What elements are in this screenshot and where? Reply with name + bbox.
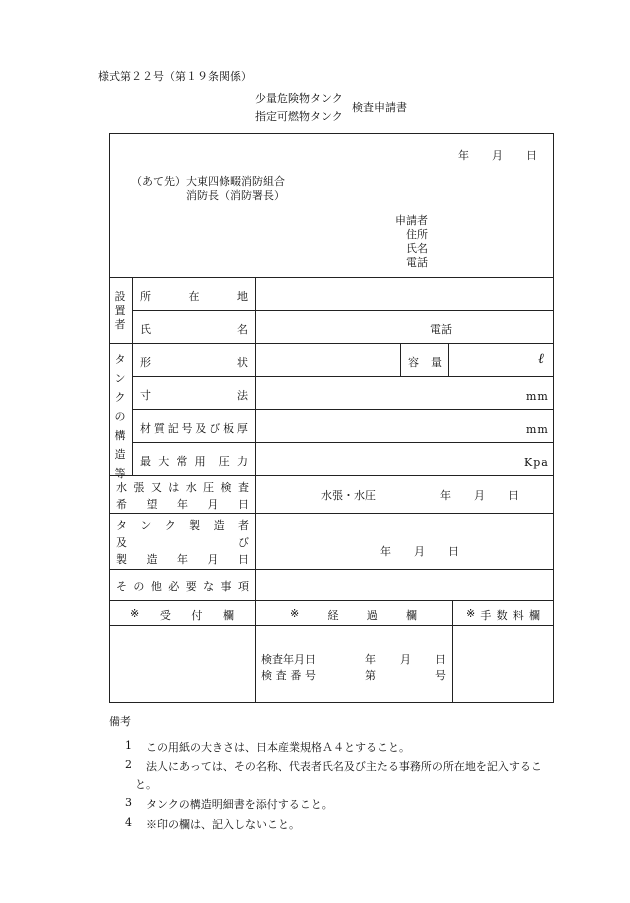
row-divider xyxy=(132,376,554,377)
test-request-label-line-2: 希 望 年 月 日 xyxy=(116,498,249,511)
manufacture-year-label: 年 xyxy=(380,545,391,558)
fee-header: ※ 手 数 料 欄 xyxy=(466,607,540,622)
manufacturer-label-line-2: 及 び xyxy=(116,536,249,549)
tank-material-label: 材 質 記 号 及 び 板 厚 xyxy=(140,422,248,435)
note-1-text: この用紙の大きさは、日本産業規格Ａ４とすること。 xyxy=(146,741,410,754)
title-line-1: 少量危険物タンク xyxy=(255,92,343,105)
row-divider xyxy=(132,409,554,410)
row-divider xyxy=(109,513,554,514)
form-number: 様式第２２号（第１９条関係） xyxy=(98,70,252,83)
inspection-number-prefix: 第 xyxy=(365,669,376,682)
tank-pressure-label: 最 大 常 用 圧 力 xyxy=(140,455,248,468)
installer-location-label: 所 在 地 xyxy=(140,290,248,303)
notes-heading: 備考 xyxy=(109,715,131,728)
installer-group-label: 設置者 xyxy=(114,290,126,331)
inspection-day-label: 日 xyxy=(435,653,446,666)
installer-phone-label: 電話 xyxy=(430,323,452,336)
tank-capacity-label: 容 量 xyxy=(408,356,442,369)
inspection-number-label: 検 査 番 号 xyxy=(261,669,316,682)
note-4-text: ※印の欄は、記入しないこと。 xyxy=(146,818,300,831)
test-type-value: 水張・水圧 xyxy=(321,489,376,502)
row-divider xyxy=(109,277,554,278)
date-day-label: 日 xyxy=(526,149,537,162)
reception-header: ※ 受 付 欄 xyxy=(130,607,234,622)
progress-header: ※ 経 過 欄 xyxy=(290,607,417,622)
tank-shape-label: 形 状 xyxy=(140,356,248,369)
tank-dimension-label: 寸 法 xyxy=(140,389,248,402)
inspection-month-label: 月 xyxy=(400,653,411,666)
applicant-address-label: 住所 xyxy=(406,228,428,241)
note-1-number: 1 xyxy=(125,739,132,752)
manufacture-day-label: 日 xyxy=(448,545,459,558)
manufacture-month-label: 月 xyxy=(414,545,425,558)
column-divider xyxy=(132,277,133,475)
column-divider xyxy=(255,600,256,703)
inspection-number-suffix: 号 xyxy=(435,669,446,682)
row-divider xyxy=(109,600,554,601)
note-3-number: 3 xyxy=(125,796,132,809)
row-divider xyxy=(132,310,554,311)
test-request-label-line-1: 水 張 又 は 水 圧 検 査 xyxy=(116,481,249,494)
row-divider xyxy=(109,475,554,476)
note-4-number: 4 xyxy=(125,816,132,829)
addressee-prefix: （あて先） xyxy=(131,175,186,188)
installer-name-label: 氏 名 xyxy=(140,323,248,336)
other-matters-label: そ の 他 必 要 な 事 項 xyxy=(116,580,249,593)
applicant-name-label: 氏名 xyxy=(406,242,428,255)
capacity-unit: ℓ xyxy=(538,351,544,367)
material-unit: mm xyxy=(526,423,549,436)
column-divider xyxy=(255,277,256,600)
row-divider xyxy=(109,343,554,344)
date-month-label: 月 xyxy=(492,149,503,162)
note-2-text-continued: と。 xyxy=(135,778,157,791)
applicant-phone-label: 電話 xyxy=(406,256,428,269)
test-day-label: 日 xyxy=(508,489,519,502)
dimension-unit: mm xyxy=(526,390,549,403)
row-divider xyxy=(109,625,554,626)
note-2-number: 2 xyxy=(125,758,132,771)
addressee-line-2: 消防長（消防署長） xyxy=(186,189,285,202)
manufacturer-label-line-3: 製 造 年 月 日 xyxy=(116,553,249,566)
column-divider xyxy=(448,343,449,376)
test-month-label: 月 xyxy=(474,489,485,502)
inspection-date-label: 検査年月日 xyxy=(261,653,316,666)
row-divider xyxy=(109,569,554,570)
tank-structure-group-label: タンクの構造等 xyxy=(114,353,126,480)
applicant-label: 申請者 xyxy=(395,214,428,227)
title-suffix: 検査申請書 xyxy=(352,101,407,114)
inspection-year-label: 年 xyxy=(365,653,376,666)
title-line-2: 指定可燃物タンク xyxy=(255,110,343,123)
row-divider xyxy=(132,442,554,443)
test-year-label: 年 xyxy=(440,489,451,502)
date-year-label: 年 xyxy=(458,149,469,162)
column-divider xyxy=(400,343,401,376)
pressure-unit: Kpa xyxy=(524,456,549,469)
note-3-text: タンクの構造明細書を添付すること。 xyxy=(146,798,333,811)
addressee-line-1: 大東四條畷消防組合 xyxy=(186,175,285,188)
note-2-text: 法人にあっては、その名称、代表者氏名及び主たる事務所の所在地を記入するこ xyxy=(146,760,542,773)
column-divider xyxy=(452,600,453,703)
manufacturer-label-line-1: タ ン ク 製 造 者 xyxy=(116,519,249,532)
